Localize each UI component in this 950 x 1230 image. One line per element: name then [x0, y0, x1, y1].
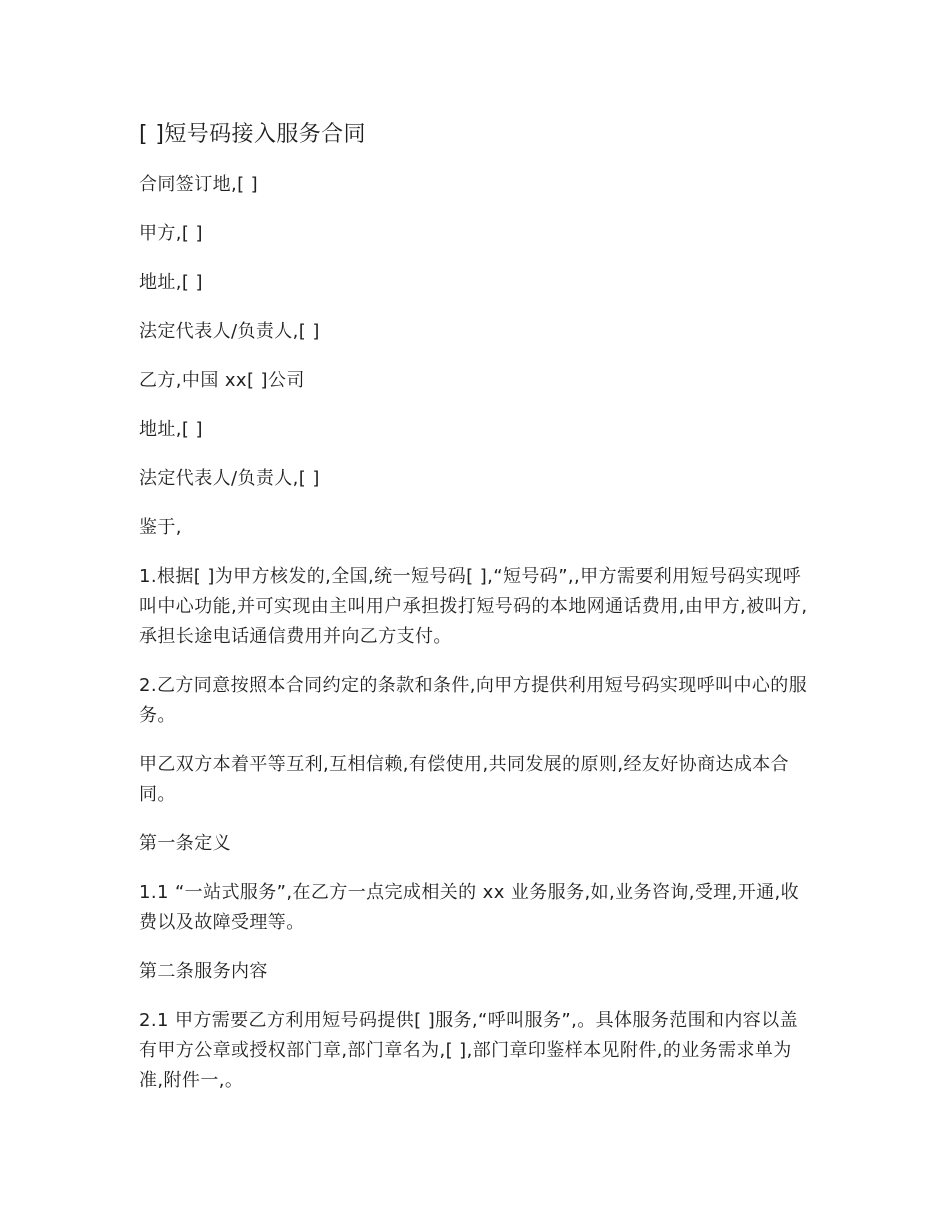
- article-2-heading: 第二条服务内容: [139, 961, 268, 982]
- party-b-address: 地址,[ ]: [139, 419, 203, 440]
- party-a-address: 地址,[ ]: [139, 272, 203, 293]
- article-1-1: 1.1 “一站式服务”,在乙方一点完成相关的 xx 业务服务,如,业务咨询,受理,开通,收费以及故障受理等。: [139, 882, 800, 933]
- whereas-clause-1: 1.根据[ ]为甲方核发的,全国,统一短号码[ ],“短号码”,,甲方需要利用短号码实现呼叫中心功能,并可实现由主叫用户承担拨打短号码的本地网通话费用,由甲方,被叫方,承担长途电话通信费用并向乙方支付。: [139, 566, 808, 647]
- party-a: 甲方,[ ]: [139, 223, 203, 244]
- document-title: [ ]短号码接入服务合同: [139, 122, 366, 147]
- party-b-representative: 法定代表人/负责人,[ ]: [139, 468, 320, 489]
- whereas-heading: 鉴于,: [139, 517, 182, 538]
- party-b: 乙方,中国 xx[ ]公司: [139, 370, 305, 391]
- article-2-1: 2.1 甲方需要乙方利用短号码提供[ ]服务,“呼叫服务”,。具体服务范围和内容以盖有甲方公章或授权部门章,部门章名为,[ ],部门章印鉴样本见附件,的业务需求单为准,附件一,。: [139, 1010, 799, 1091]
- whereas-clause-2: 2.乙方同意按照本合同约定的条款和条件,向甲方提供利用短号码实现呼叫中心的服务。: [139, 675, 808, 726]
- signing-place: 合同签订地,[ ]: [139, 174, 259, 195]
- party-a-representative: 法定代表人/负责人,[ ]: [139, 321, 320, 342]
- document-body: [139, 118, 815, 1115]
- article-1-heading: 第一条定义: [139, 833, 231, 854]
- agreement-principle: 甲乙双方本着平等互利,互相信赖,有偿使用,共同发展的原则,经友好协商达成本合同。: [139, 754, 790, 805]
